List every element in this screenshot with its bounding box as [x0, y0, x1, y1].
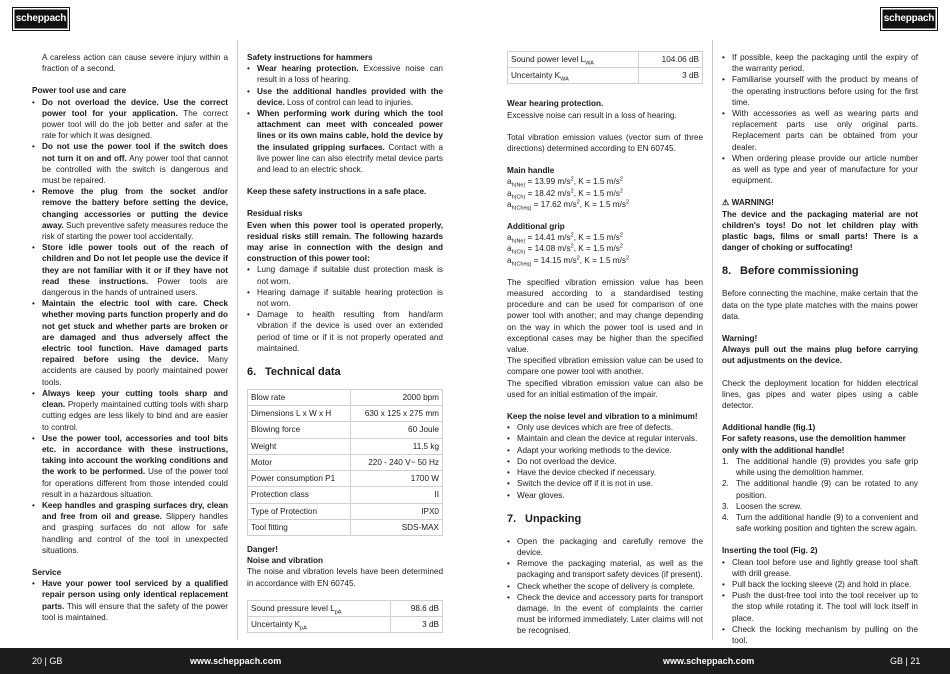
table-row: [248, 406, 443, 422]
additional-grip-values: [507, 232, 703, 266]
spec-paragraph: The specified vibration emission value has been measured according to a standardised testing procedure and can be used for comparison of one power tool with another; and may change depending on the way in which the power tool is used and in exceptional cases may be higher than the specified value.: [507, 277, 703, 355]
exponent: 2: [625, 199, 630, 206]
list-item-bold: Use the additional handles provided with the device.: [257, 86, 443, 107]
table-row: Uncertainty $K_{WA}$ 3 dB: [508, 68, 703, 84]
inserting-tool-list: [722, 557, 918, 647]
exponent: 2: [576, 254, 580, 261]
table-row: [248, 390, 443, 406]
spec-label: Blow rate: [248, 390, 351, 406]
list-item: [247, 86, 443, 108]
list-item-bold: Maintain the electric tool with care. Check whether moving parts function properly and do not get stuck and whether parts are broken or are damaged and thus adversely affect the electric tool function. Have damaged parts repaired before using the device.: [42, 299, 228, 365]
list-item-bold: Do not use the power tool if the switch does not turn it on and off.: [42, 142, 228, 163]
list-item: • If possible, keep the packaging until the expiry of the warranty period.: [722, 52, 918, 74]
table-row: Sound pressure level $L_{pA}$ 98.6 dB: [248, 600, 443, 616]
list-item: • Lung damage if suitable dust protection mask is not worn.: [247, 264, 443, 286]
noise-text: The noise and vibration levels have been determined in accordance with EN 60745.: [247, 567, 443, 588]
list-item-bold: Have your power tool serviced by a qualified repair person using only identical replacement parts.: [42, 579, 228, 611]
column-4: [722, 52, 918, 657]
page-number-left: 20 | GB: [32, 656, 63, 666]
exponent: 2: [576, 199, 580, 206]
vibration-subscript: h(Ch): [511, 194, 526, 201]
vibration-value: $a_{h(Ne)} = 14.41$ $m/s^2$, K = 1.5 $m/s^2$: [507, 232, 623, 245]
list-item-bold: Use the power tool, accessories and tool bits etc. in accordance with these instructions, taking into account the working conditions and the work to be performed.: [42, 433, 228, 477]
list-item-text: Slippery handles and grasping surfaces do not allow for safe handling and control of the tool in unexpected situations.: [42, 512, 228, 555]
column-3: [507, 52, 703, 648]
page-number-right: GB | 21: [890, 656, 921, 666]
list-item: [32, 141, 228, 186]
vibration-value: $a_{h(Ne)} = 13.99$ $m/s^2$, K = 1.5 $m/s^2$: [507, 176, 623, 190]
list-item: • Familiarise yourself with the product by means of the operating instructions before using for the first time.: [722, 74, 918, 108]
list-item: • Push the dust-free tool into the tool receiver up to the stop while rotating it. The tool will lock itself in place.: [722, 590, 918, 624]
exponent: 2: [570, 232, 574, 239]
list-item: • Wear gloves.: [507, 490, 703, 501]
spec-value: IPX0: [351, 503, 443, 519]
list-item: [32, 298, 228, 388]
vibration-subscript: h(Cheq): [511, 205, 532, 212]
keep-safe-note: Keep these safety instructions in a safe place.: [247, 187, 427, 197]
wear-protection-heading: Wear hearing protection.: [507, 99, 604, 109]
step-number: 2.: [722, 479, 729, 489]
exponent: 2: [619, 243, 623, 250]
exponent: 2: [619, 176, 623, 183]
exponent: 2: [619, 232, 623, 239]
list-item: [722, 512, 918, 534]
spec-label: Tool fitting: [248, 519, 351, 535]
section-title-technical-data: 6. Technical data: [247, 366, 341, 379]
section-heading: Residual risks: [247, 209, 303, 219]
list-item: • Do not overload the device.: [507, 456, 703, 467]
exponent: 2: [570, 187, 574, 194]
brand-logo: scheppach: [12, 7, 70, 31]
list-item: • Check the locking mechanism by pulling on the tool.: [722, 624, 918, 646]
unpacking-list: [507, 536, 703, 637]
list-item-text: Many accidents are caused by poorly maintained power tools.: [42, 355, 228, 387]
list-item: • Remove the packaging material, as well as the packaging and transport safety devices (if present).: [507, 558, 703, 580]
list-item: • With accessories as well as wearing parts and replacement parts use only original parts. Replacement parts can be obtained from your dealer.: [722, 108, 918, 153]
spec-label: Power consumption P1: [248, 471, 351, 487]
vibration-subscript: h(Ne): [511, 238, 526, 245]
vibration-value: $a_{h(Ch)} = 18.42$ $m/s^2$, K = 1.5 $m/s^2$: [507, 187, 623, 201]
spec-value: SDS-MAX: [351, 519, 443, 535]
vibration-value: $a_{h(Cheq)} = 14.15$ $m/s^2$, K = 1.5 $m/s^2$: [507, 254, 630, 268]
list-item-bold: Wear hearing protection.: [257, 64, 359, 74]
list-item-bold: Always keep your cutting tools sharp and clean.: [42, 388, 228, 410]
list-item: [32, 97, 228, 142]
vibration-subscript: h(Ch): [511, 250, 526, 257]
column-divider: [712, 40, 713, 640]
spec-label: Motor: [248, 454, 351, 470]
spec-value: II: [351, 487, 443, 503]
residual-intro: Even when this power tool is operated properly, residual risks still remain. The following hazards may arise in connection with the design and construction of this power tool:: [247, 220, 443, 264]
noise-table: [507, 51, 703, 84]
commissioning-text: Before connecting the machine, make certain that the data on the type plate matches with the mains power data.: [722, 289, 918, 321]
list-item: [722, 456, 918, 478]
additional-handle-steps: [722, 456, 918, 534]
list-item: [247, 108, 443, 175]
list-item: • Hearing damage if suitable hearing protection is not worn.: [247, 287, 443, 309]
list-item-text: Use of the power tool for operations different from those intended could result in a hazardous situation.: [42, 467, 228, 499]
spec-label: Dimensions L x W x H: [248, 406, 351, 422]
list-item-text: Excessive noise can result in a loss of hearing.: [257, 64, 443, 85]
spec-label: Type of Protection: [248, 503, 351, 519]
additional-grip-heading: Additional grip: [507, 222, 565, 232]
step-text: Loosen the screw.: [736, 501, 802, 511]
column-1: [32, 52, 228, 634]
section-heading: Safety instructions for hammers: [247, 53, 373, 62]
step-text: Turn the additional handle (9) to a convenient and safe working position and tighten the screw again.: [736, 512, 918, 534]
list-item: • Check whether the scope of delivery is complete.: [507, 581, 703, 592]
list-item-text: The correct power tool will do the job better and safer at the rate for which it was designed.: [42, 108, 228, 141]
noise-table: [247, 600, 443, 633]
list-item-bold: Do not overload the device. Use the correct power tool for your application.: [42, 97, 228, 118]
spec-paragraph: The specified vibration emission value can be used to compare one power tool with another.: [507, 356, 703, 377]
list-item: • Clean tool before use and lightly grease tool shaft with drill grease.: [722, 557, 918, 579]
intro-text: A careless action can cause severe injury within a fraction of a second.: [42, 53, 228, 74]
hammer-safety-list: [247, 63, 443, 175]
list-item-text: Loss of control can lead to injuries.: [284, 97, 414, 107]
check-location-text: Check the deployment location for hidden electrical lines, gas pipes and water pipes using a cable detector.: [722, 378, 918, 411]
list-item-text: Properly maintained cutting tools with sharp cutting edges are less likely to bind and are easier to control.: [42, 400, 228, 432]
table-row: [248, 471, 443, 487]
list-item: • When ordering please provide our article number as well as type and year of manufacture for your equipment.: [722, 153, 918, 187]
list-item: • Switch the device off if it is not in use.: [507, 478, 703, 489]
list-item-bold: When performing work during which the tool attachment can meet with concealed power lines or its own mains cable, hold the device by the insulated gripping surfaces.: [257, 109, 443, 152]
step-number: 1.: [722, 456, 729, 466]
table-row: Uncertainty $K_{pA}$ 3 dB: [248, 616, 443, 632]
section-heading: Noise and vibration: [247, 556, 323, 566]
list-item-bold: Store idle power tools out of the reach of children and Do not let people use the device if they are not familiar with it or if they have not read these instructions.: [42, 243, 228, 286]
list-item-bold: Remove the plug from the socket and/or remove the battery before setting the device, changing accessories or putting the device away.: [42, 187, 228, 230]
list-item: [722, 478, 918, 500]
spec-label: Protection class: [248, 487, 351, 503]
power-tool-use-list: [32, 97, 228, 556]
list-item: [32, 578, 228, 623]
warning-label: Warning!: [722, 334, 758, 344]
list-item-text: This will ensure that the safety of the power tool is maintained.: [42, 601, 228, 622]
vibration-value: $a_{h(Ch)} = 14.08$ $m/s^2$, K = 1.5 $m/s^2$: [507, 243, 623, 257]
section-heading: Service: [32, 567, 62, 577]
list-item-text: Such preventive safety measures reduce the risk of starting the power tool accidentally.: [42, 220, 228, 242]
exponent: 2: [570, 243, 574, 250]
spec-label: Blowing force: [248, 422, 351, 438]
footer-url-right: www.scheppach.com: [663, 656, 755, 666]
spec-value: 1700 W: [351, 471, 443, 487]
warning-unplug-text: Always pull out the mains plug before carrying out adjustments on the device.: [722, 345, 918, 366]
table-row: [248, 503, 443, 519]
spec-label: Weight: [248, 438, 351, 454]
list-item: • Open the packaging and carefully remove the device.: [507, 536, 703, 558]
warning-text: The device and the packaging material are not children's toys! Do not let children play with plastic bags, films or small parts! There is a danger of choking or suffocating!: [722, 209, 918, 253]
additional-handle-heading: Additional handle (fig.1): [722, 423, 816, 433]
spec-value: 11.5 kg: [351, 438, 443, 454]
spec-value: 2000 bpm: [351, 390, 443, 406]
list-item: [32, 433, 228, 500]
list-item: [32, 388, 228, 433]
list-item: [32, 186, 228, 242]
step-number: 4.: [722, 512, 729, 522]
list-item-text: Contact with a live power line can also electrify metal device parts and lead to an electric shock.: [257, 142, 443, 175]
exponent: 2: [625, 254, 630, 261]
danger-label: Danger!: [247, 544, 278, 554]
wear-protection-text: Excessive noise can result in a loss of hearing.: [507, 110, 677, 120]
table-row: Sound power level $L_{WA}$ 104.06 dB: [508, 52, 703, 68]
step-text: The additional handle (9) provides you safe grip while using the demolition hammer.: [736, 456, 918, 478]
exponent: 2: [570, 176, 574, 183]
section-title-before-commissioning: 8. Before commissioning: [722, 265, 859, 278]
list-item: [247, 63, 443, 85]
technical-data-table: [247, 389, 443, 536]
list-item: [32, 500, 228, 556]
warning-title: ⚠ WARNING!: [722, 198, 774, 208]
list-item: [722, 501, 918, 512]
column-2: [247, 52, 443, 641]
step-text: The additional handle (9) can be rotated to any position.: [736, 479, 918, 500]
table-row: [248, 438, 443, 454]
vibration-value: $a_{h(Cheq)} = 17.62$ $m/s^2$, K = 1.5 $m/s^2$: [507, 199, 630, 212]
list-item: [32, 242, 228, 298]
section-heading: Power tool use and care: [32, 86, 127, 96]
list-item: • Damage to health resulting from hand/arm vibration if the device is used over an extended period of time or if it is not properly operated and maintained.: [247, 309, 443, 354]
keep-minimum-list: [507, 422, 703, 500]
list-item-bold: Keep handles and grasping surfaces dry, clean and free from oil and grease.: [42, 500, 228, 522]
table-row: [248, 422, 443, 438]
column-divider: [237, 40, 238, 640]
inserting-tool-heading: Inserting the tool (Fig. 2): [722, 546, 818, 556]
packaging-list: [722, 52, 918, 186]
spec-value: 60 Joule: [351, 422, 443, 438]
brand-logo: scheppach: [880, 7, 938, 31]
list-item: • Maintain and clean the device at regular intervals.: [507, 433, 703, 444]
list-item-text: Any power tool that cannot be controlled with the switch is dangerous and must be repaired.: [42, 153, 228, 186]
list-item: • Pull back the locking sleeve (2) and hold in place.: [722, 579, 918, 590]
step-number: 3.: [722, 501, 729, 511]
spec-value: 630 x 125 x 275 mm: [351, 406, 443, 422]
vibration-subscript: h(Cheq): [511, 261, 532, 268]
residual-list: [247, 264, 443, 354]
list-item-text: Power tools are dangerous in the hands of untrained users.: [42, 276, 228, 298]
keep-minimum-heading: Keep the noise level and vibration to a minimum!: [507, 412, 698, 422]
list-item: • Have the device checked if necessary.: [507, 467, 703, 478]
exponent: 2: [619, 187, 623, 194]
spec-paragraph: The specified vibration emission value can also be used for an initial estimation of the impair.: [507, 378, 703, 399]
table-row: [248, 519, 443, 535]
footer-url-left: www.scheppach.com: [190, 656, 282, 666]
total-vibration-text: Total vibration emission values (vector sum of three directions) determined according to EN 60745.: [507, 132, 703, 154]
table-row: [248, 454, 443, 470]
service-list: [32, 578, 228, 623]
section-title-unpacking: 7. Unpacking: [507, 512, 582, 525]
main-handle-heading: Main handle: [507, 166, 555, 176]
spec-value: 220 - 240 V~ 50 Hz: [351, 454, 443, 470]
main-handle-values: [507, 176, 703, 210]
list-item: • Only use devices which are free of defects.: [507, 422, 703, 433]
list-item: • Adapt your working methods to the device.: [507, 445, 703, 456]
table-row: [248, 487, 443, 503]
vibration-subscript: h(Ne): [511, 183, 526, 190]
list-item: • Check the device and accessory parts for transport damage. In the event of complaints the carrier must be informed immediately. Later claims will not be recognised.: [507, 592, 703, 637]
page-footer: [0, 648, 950, 674]
additional-handle-note: For safety reasons, use the demolition hammer only with the additional handle!: [722, 434, 906, 455]
